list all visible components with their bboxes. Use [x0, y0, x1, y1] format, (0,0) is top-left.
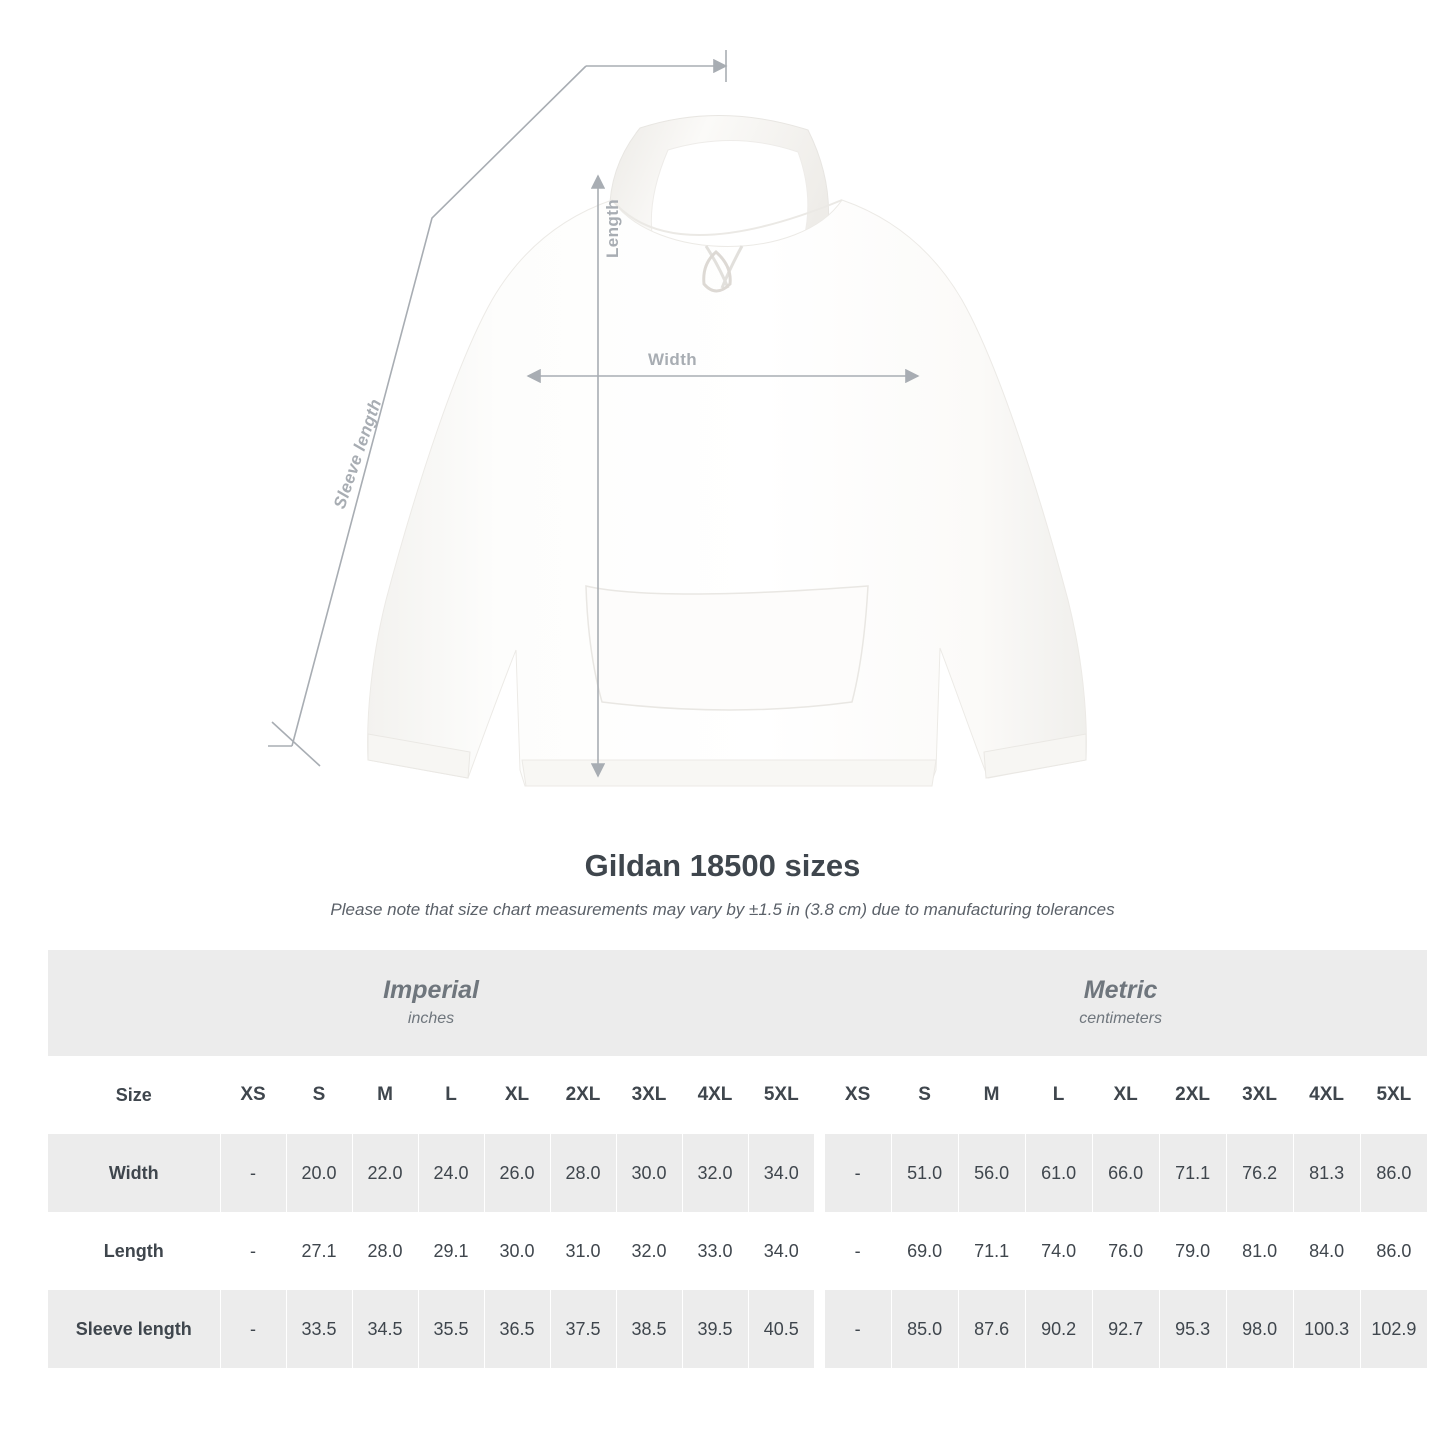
cell-width-imperial-xl: 26.0	[484, 1134, 550, 1212]
table-row	[48, 1290, 1427, 1368]
column-gap	[814, 1290, 824, 1368]
size-header-metric-m: M	[958, 1056, 1025, 1134]
width-label: Width	[648, 350, 698, 369]
cell-length-imperial-xs: -	[220, 1212, 286, 1290]
cell-width-metric-m: 56.0	[958, 1134, 1025, 1212]
cell-width-imperial-xs: -	[220, 1134, 286, 1212]
cell-length-metric-s: 69.0	[891, 1212, 958, 1290]
page-title: Gildan 18500 sizes	[584, 848, 861, 883]
cell-sleeve-imperial-m: 34.5	[352, 1290, 418, 1368]
cell-sleeve-imperial-2xl: 37.5	[550, 1290, 616, 1368]
cell-sleeve-metric-4xl: 100.3	[1293, 1290, 1360, 1368]
cell-sleeve-metric-m: 87.6	[958, 1290, 1025, 1368]
sleeve-length-label: Sleeve length	[330, 396, 386, 512]
cell-length-imperial-xl: 30.0	[484, 1212, 550, 1290]
size-header-imperial-4xl: 4XL	[682, 1056, 748, 1134]
tolerance-note: Please note that size chart measurements may vary by ±1.5 in (3.8 cm) due to manufacturing tolerances	[330, 900, 1115, 919]
cell-width-metric-xs: -	[824, 1134, 891, 1212]
cell-length-metric-m: 71.1	[958, 1212, 1025, 1290]
size-header-imperial-2xl: 2XL	[550, 1056, 616, 1134]
cell-width-imperial-5xl: 34.0	[748, 1134, 814, 1212]
cell-length-imperial-s: 27.1	[286, 1212, 352, 1290]
size-header-imperial-l: L	[418, 1056, 484, 1134]
cell-sleeve-metric-3xl: 98.0	[1226, 1290, 1293, 1368]
size-table-wrapper	[48, 950, 1417, 1368]
cell-length-metric-xs: -	[824, 1212, 891, 1290]
cell-length-imperial-5xl: 34.0	[748, 1212, 814, 1290]
cell-width-metric-5xl: 86.0	[1360, 1134, 1427, 1212]
cell-width-metric-3xl: 76.2	[1226, 1134, 1293, 1212]
cell-sleeve-imperial-xl: 36.5	[484, 1290, 550, 1368]
row-label-length: Length	[48, 1212, 220, 1290]
hoodie-shape	[368, 115, 1087, 786]
row-label-width: Width	[48, 1134, 220, 1212]
length-label: Length	[603, 198, 622, 258]
metric-header-cell	[814, 950, 1427, 1056]
size-header-metric-s: S	[891, 1056, 958, 1134]
imperial-unit-name: Imperial	[383, 975, 479, 1004]
row-label-sleeve-length: Sleeve length	[48, 1290, 220, 1368]
cell-width-imperial-4xl: 32.0	[682, 1134, 748, 1212]
cell-length-imperial-m: 28.0	[352, 1212, 418, 1290]
table-row	[48, 1134, 1427, 1212]
size-header-metric-4xl: 4XL	[1293, 1056, 1360, 1134]
size-header-imperial-xl: XL	[484, 1056, 550, 1134]
cell-sleeve-metric-s: 85.0	[891, 1290, 958, 1368]
cell-sleeve-metric-5xl: 102.9	[1360, 1290, 1427, 1368]
size-header-metric-xs: XS	[824, 1056, 891, 1134]
size-header-metric-3xl: 3XL	[1226, 1056, 1293, 1134]
table-row	[48, 1212, 1427, 1290]
cell-sleeve-metric-xl: 92.7	[1092, 1290, 1159, 1368]
cell-width-imperial-2xl: 28.0	[550, 1134, 616, 1212]
cell-length-metric-xl: 76.0	[1092, 1212, 1159, 1290]
unit-header-row	[48, 950, 1427, 1056]
size-header-metric-l: L	[1025, 1056, 1092, 1134]
size-header-imperial-s: S	[286, 1056, 352, 1134]
column-gap	[814, 1056, 824, 1134]
cell-length-imperial-4xl: 33.0	[682, 1212, 748, 1290]
size-header-metric-xl: XL	[1092, 1056, 1159, 1134]
cell-length-metric-4xl: 84.0	[1293, 1212, 1360, 1290]
cell-width-metric-s: 51.0	[891, 1134, 958, 1212]
cell-width-imperial-m: 22.0	[352, 1134, 418, 1212]
cell-length-imperial-3xl: 32.0	[616, 1212, 682, 1290]
imperial-unit-sub: inches	[407, 1009, 455, 1027]
cell-width-imperial-3xl: 30.0	[616, 1134, 682, 1212]
cell-sleeve-imperial-s: 33.5	[286, 1290, 352, 1368]
cell-sleeve-imperial-3xl: 38.5	[616, 1290, 682, 1368]
cell-length-imperial-l: 29.1	[418, 1212, 484, 1290]
title-block	[0, 848, 1445, 920]
size-header-imperial-m: M	[352, 1056, 418, 1134]
size-corner-label: Size	[48, 1056, 220, 1134]
cell-sleeve-imperial-l: 35.5	[418, 1290, 484, 1368]
cell-length-imperial-2xl: 31.0	[550, 1212, 616, 1290]
cell-width-metric-xl: 66.0	[1092, 1134, 1159, 1212]
size-header-row	[48, 1056, 1427, 1134]
metric-unit-name: Metric	[1083, 975, 1158, 1004]
cell-sleeve-metric-l: 90.2	[1025, 1290, 1092, 1368]
size-header-imperial-5xl: 5XL	[748, 1056, 814, 1134]
cell-width-imperial-l: 24.0	[418, 1134, 484, 1212]
cell-length-metric-2xl: 79.0	[1159, 1212, 1226, 1290]
size-header-imperial-3xl: 3XL	[616, 1056, 682, 1134]
imperial-header-cell	[48, 950, 814, 1056]
cell-length-metric-3xl: 81.0	[1226, 1212, 1293, 1290]
cell-length-metric-5xl: 86.0	[1360, 1212, 1427, 1290]
cell-width-metric-4xl: 81.3	[1293, 1134, 1360, 1212]
cell-width-metric-l: 61.0	[1025, 1134, 1092, 1212]
cell-width-metric-2xl: 71.1	[1159, 1134, 1226, 1212]
metric-unit-sub: centimeters	[1079, 1009, 1162, 1027]
cell-length-metric-l: 74.0	[1025, 1212, 1092, 1290]
cell-sleeve-imperial-xs: -	[220, 1290, 286, 1368]
cell-sleeve-imperial-4xl: 39.5	[682, 1290, 748, 1368]
column-gap	[814, 1134, 824, 1212]
cell-sleeve-metric-xs: -	[824, 1290, 891, 1368]
size-header-metric-5xl: 5XL	[1360, 1056, 1427, 1134]
cell-sleeve-imperial-5xl: 40.5	[748, 1290, 814, 1368]
size-table	[48, 950, 1427, 1368]
size-header-imperial-xs: XS	[220, 1056, 286, 1134]
column-gap	[814, 1212, 824, 1290]
cell-width-imperial-s: 20.0	[286, 1134, 352, 1212]
size-header-metric-2xl: 2XL	[1159, 1056, 1226, 1134]
cell-sleeve-metric-2xl: 95.3	[1159, 1290, 1226, 1368]
